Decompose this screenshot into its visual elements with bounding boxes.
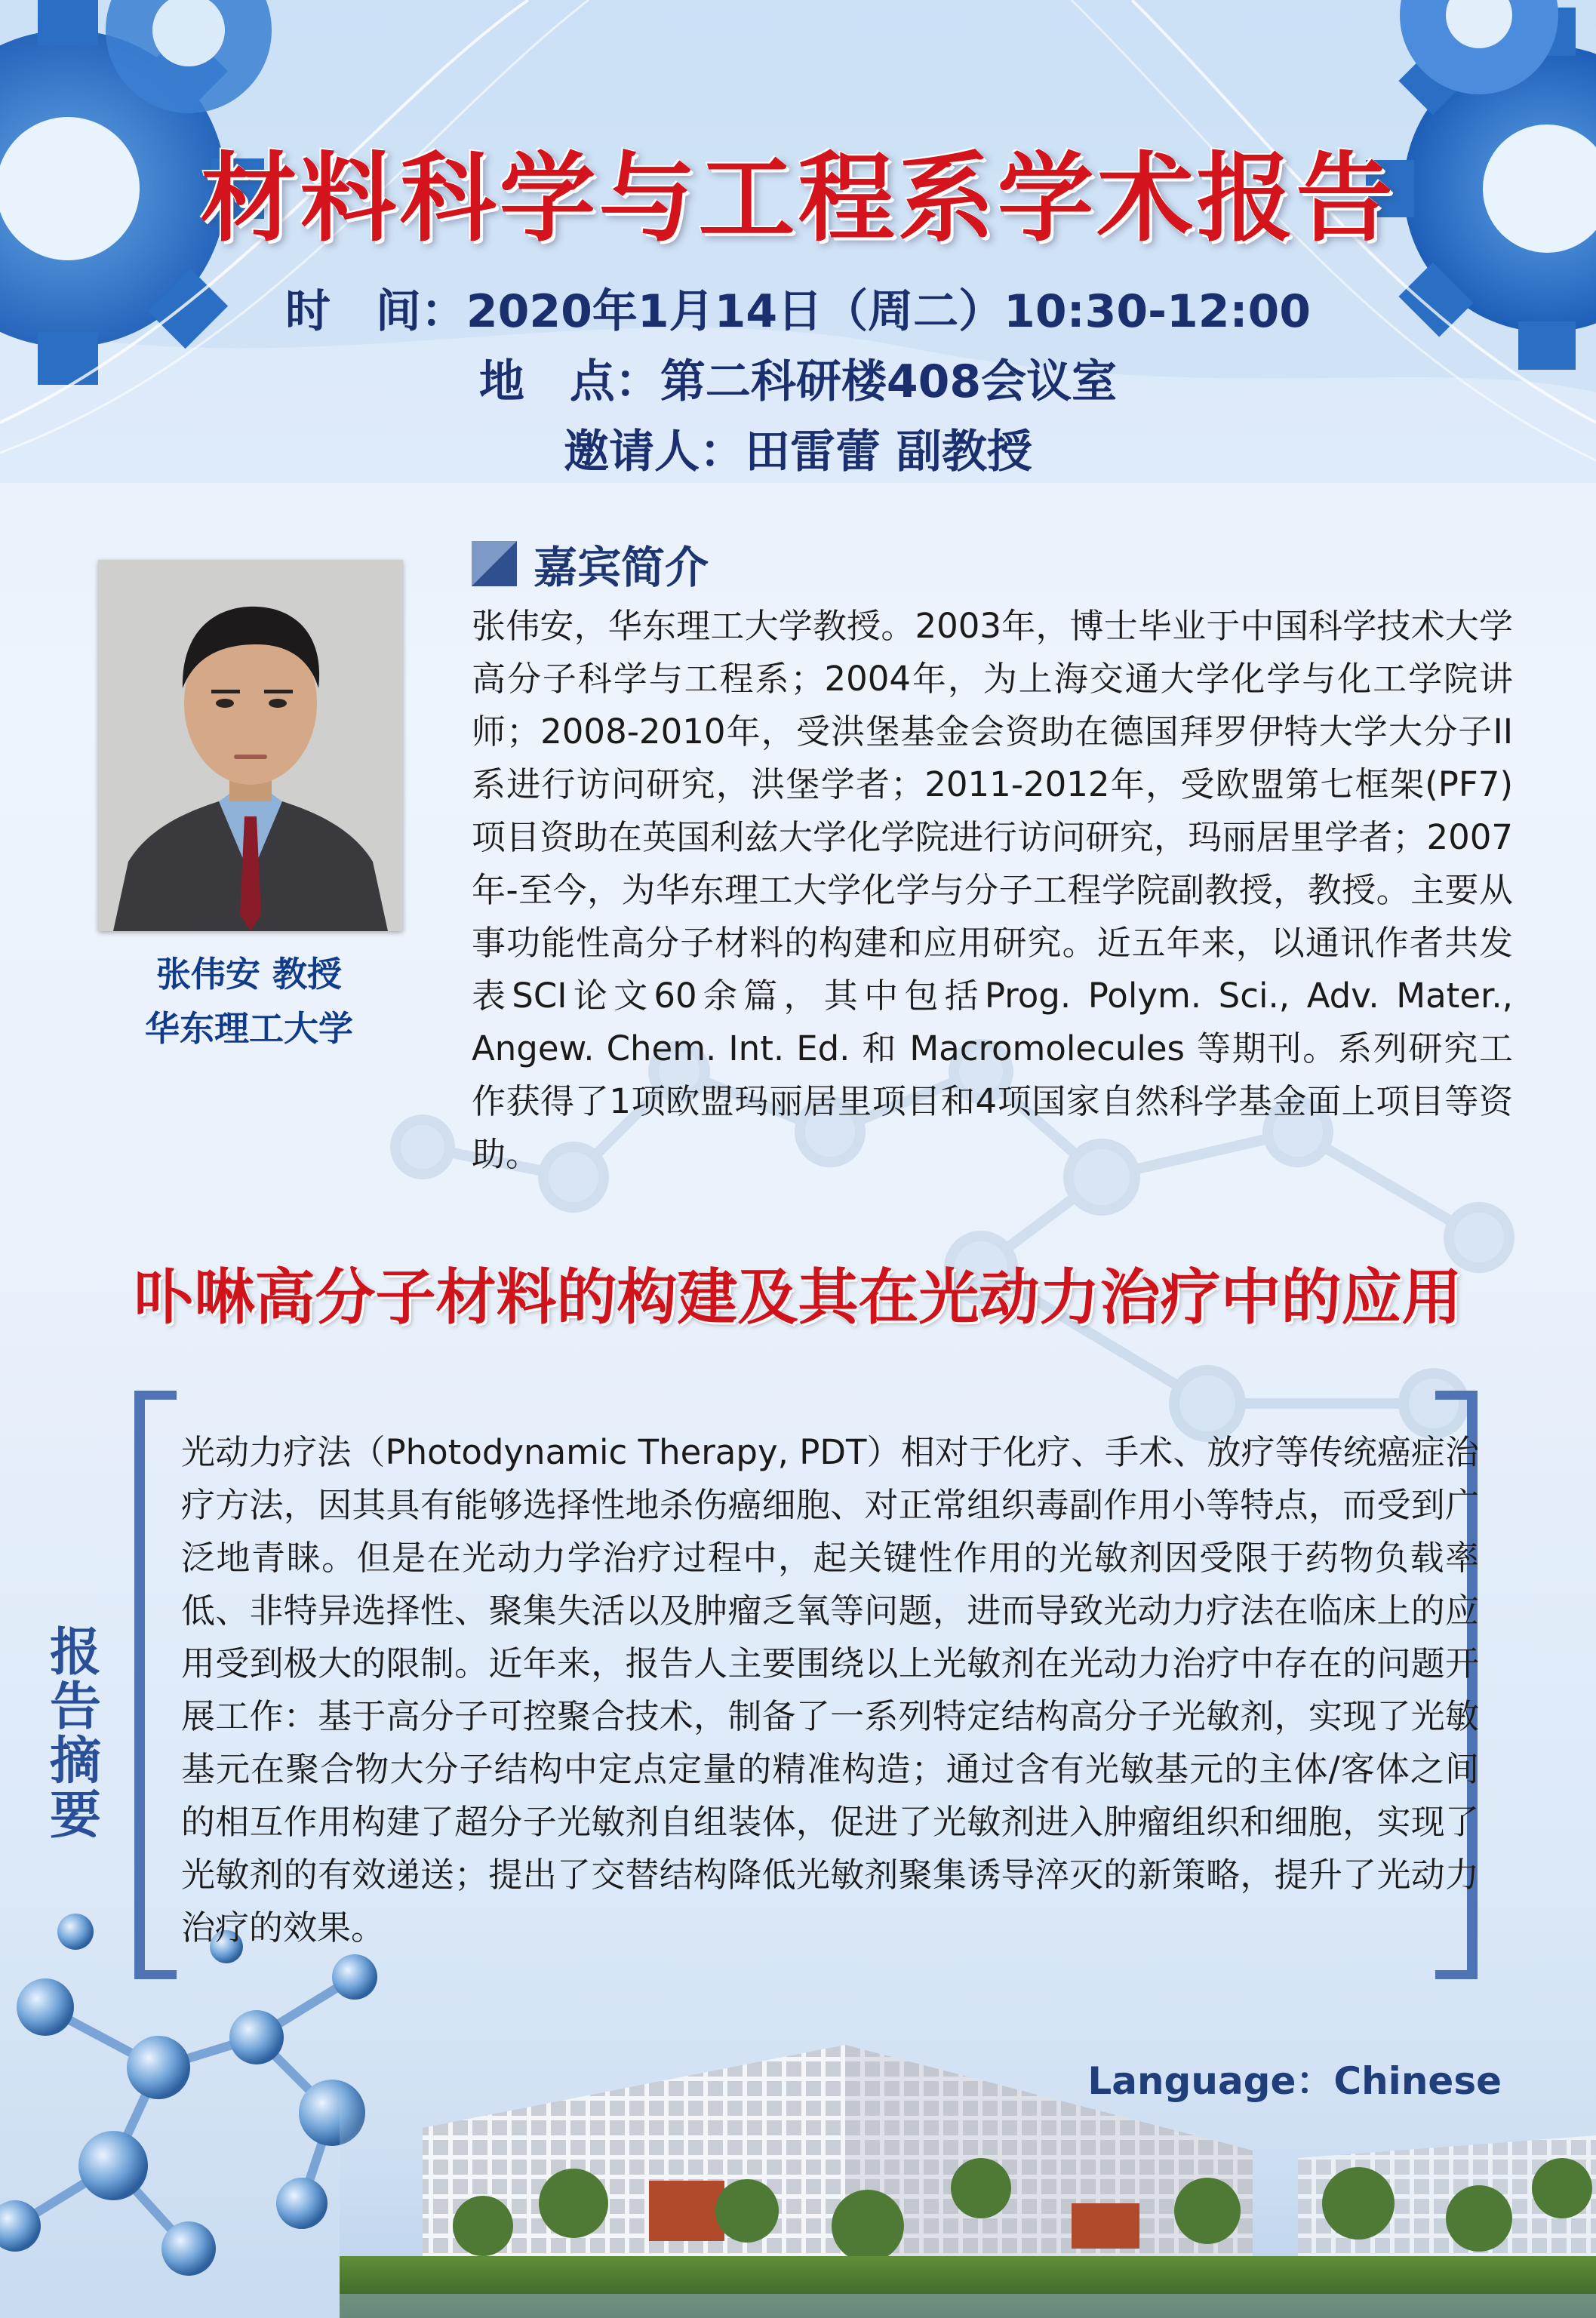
- place-line: 地 点：第二科研楼408会议室: [478, 355, 1118, 408]
- left-bracket: [134, 1391, 177, 1979]
- molecule-decoration: [0, 1914, 377, 2276]
- speaker-caption: [91, 947, 407, 1056]
- poster-title: 材料科学与工程系学术报告: [200, 143, 1396, 255]
- host-line: 邀请人：田雷蕾 副教授: [564, 426, 1032, 478]
- speaker-name: 张伟安 教授: [155, 954, 342, 995]
- heading-square-icon: [472, 541, 517, 586]
- bio-heading: [472, 537, 709, 593]
- speaker-affiliation: 华东理工大学: [145, 1008, 353, 1049]
- speaker-photo: [98, 560, 403, 931]
- report-title: 卟啉高分子材料的构建及其在光动力治疗中的应用: [134, 1262, 1462, 1333]
- bio-heading-label: 嘉宾简介: [534, 542, 709, 593]
- abstract-text: 光动力疗法（Photodynamic Therapy, PDT）相对于化疗、手术、放疗等传统癌症治疗方法，因其具有能够选择性地杀伤癌细胞、对正常组织毒副作用小等特点，而受到广泛地青睐。但是在光动力学治疗过程中，起关键性作用的光敏剂因受限于药物负载率低、非特异选择性、聚集失活以及肿瘤乏氧等问题，进而导致光动力疗法在临床上的应用受到极大的限制。近年来，报告人主要围绕以上光敏剂在光动力治疗中存在的问题开展工作：基于高分子可控聚合技术，制备了一系列特定结构高分子光敏剂，实现了光敏基元在聚合物大分子结构中定点定量的精准构造；通过含有光敏基元的主体/客体之间的相互作用构建了超分子光敏剂自组装体，促进了光敏剂进入肿瘤组织和细胞，实现了光敏剂的有效递送；提出了交替结构降低光敏剂聚集诱导淬灭的新策略，提升了光动力治疗的效果。: [181, 1432, 1479, 1948]
- language-note: Language：Chinese: [1087, 2059, 1502, 2103]
- time-line: 时 间：2020年1月14日（周二）10:30-12:00: [284, 285, 1312, 338]
- abstract-label: 报告摘要: [49, 1623, 101, 1846]
- bio-text: 张伟安，华东理工大学教授。2003年，博士毕业于中国科学技术大学高分子科学与工程系；2004年，为上海交通大学化学与化工学院讲师；2008-2010年，受洪堡基金会资助在德国拜罗伊特大学大分子II系进行访问研究，洪堡学者；2011-2012年，受欧盟第七框架(PF7)项目资助在英国利兹大学化学院进行访问研究，玛丽居里学者；2007年-至今，为华东理工大学化学与分子工程学院副教授，教授。主要从事功能性高分子材料的构建和应用研究。近五年来，以通讯作者共发表SCI论文60余篇，其中包括Prog. Polym. Sci., Adv. Mater., Angew. Chem. Int. Ed. 和 Macromolecules 等期刊。系列研究工作获得了1项欧盟玛丽居里项目和4项国家自然科学基金面上项目等资助。: [472, 606, 1513, 1174]
